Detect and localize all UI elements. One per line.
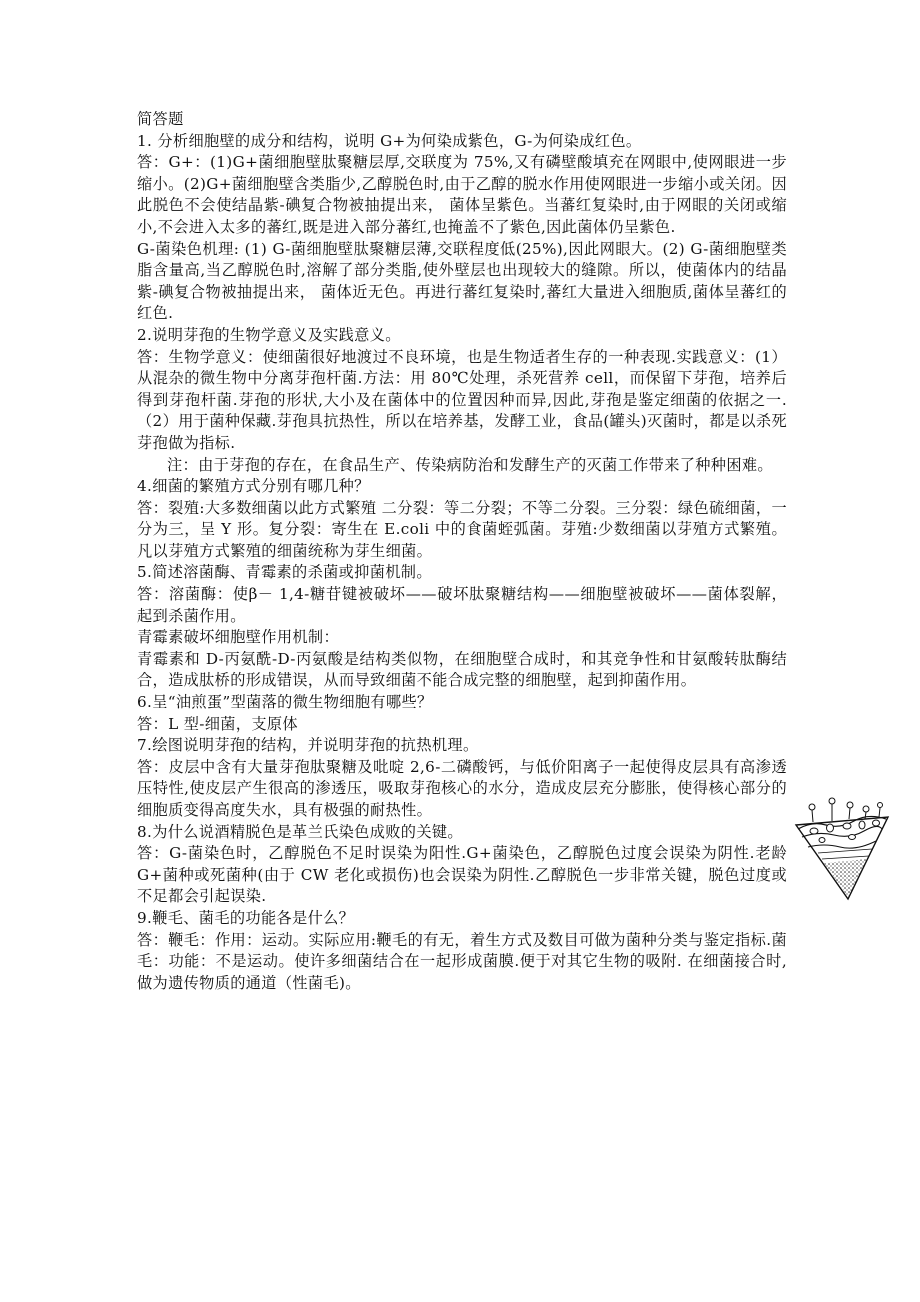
answer-9: 答：鞭毛：作用：运动。实际应用:鞭毛的有无，着生方式及数目可做为菌种分类与鉴定指标.菌毛：功能：不是运动。使许多细菌结合在一起形成菌膜.便于对其它生物的吸附. 在细菌接合时,做为遗传物质的通道（性菌毛)。	[137, 930, 787, 992]
answer-4: 答：裂殖:大多数细菌以此方式繁殖 二分裂：等二分裂；不等二分裂。三分裂：绿色硫细菌，一分为三，呈 Y 形。复分裂：寄生在 E.coli 中的食菌蛭弧菌。芽殖:少数细菌以芽殖方式繁殖。凡以芽殖方式繁殖的细菌统称为芽生细菌。	[137, 498, 787, 560]
stippled-core	[824, 859, 868, 897]
answer-5-penicillin-heading: 青霉素破坏细胞壁作用机制：	[137, 628, 339, 647]
question-5: 5.简述溶菌酶、青霉素的杀菌或抑菌机制。	[137, 563, 432, 582]
question-2: 2.说明芽孢的生物学意义及实践意义。	[137, 325, 401, 344]
question-7: 7.绘图说明芽孢的结构，并说明芽孢的抗热机理。	[137, 736, 479, 755]
inner-layer	[808, 841, 876, 848]
question-9: 9.鞭毛、菌毛的功能各是什么？	[137, 908, 355, 927]
answer-5-lysozyme: 答：溶菌酶：使β－ 1,4-糖苷键被破坏——破坏肽聚糖结构——细胞壁被破坏——菌体裂解，起到杀菌作用。	[137, 585, 787, 625]
question-8: 8.为什么说酒精脱色是革兰氏染色成败的关键。	[137, 822, 463, 841]
answer-6: 答：L 型-细菌，支原体	[137, 714, 298, 733]
answer-5-penicillin: 青霉素和 D-丙氨酰-D-丙氨酸是结构类似物，在细胞壁合成时，和其竞争性和甘氨酸转肽酶结合，造成肽桥的形成错误，从而导致细菌不能合成完整的细胞壁，起到抑菌作用。	[137, 649, 787, 690]
question-1: 1. 分析细胞壁的成分和结构，说明 G+为何染成紫色，G-为何染成红色。	[137, 131, 642, 150]
core-hatching	[818, 849, 872, 859]
cell-wall-cone-diagram	[792, 795, 892, 903]
answer-1-gram-negative: G-菌染色机理: (1) G-菌细胞壁肽聚糖层薄,交联程度低(25%),因此网眼大。(2) G-菌细胞壁类脂含量高,当乙醇脱色时,溶解了部分类脂,使外壁层也出现较大的缝隙。所以，使菌体内的结晶紫-碘复合物被抽提出来， 菌体近无色。再进行蕃红复染时,蕃红大量进入细胞质,菌体呈蕃红的红色.	[137, 239, 787, 323]
document-body	[137, 109, 787, 994]
answer-8: 答：G-菌染色时，乙醇脱色不足时误染为阳性.G+菌染色，乙醇脱色过度会误染为阴性.老龄 G+菌种或死菌种(由于 CW 老化或损伤)也会误染为阴性.乙醇脱色一步非常关键，脱色过度或不足都会引起误染.	[137, 844, 787, 906]
answer-7: 答：皮层中含有大量芽孢肽聚糖及吡啶 2,6-二磷酸钙，与低价阳离子一起使得皮层具有高渗透压特性,使皮层产生很高的渗透压，吸取芽孢核心的水分，造成皮层充分膨胀，使得核心部分的细胞质变得高度失水，具有极强的耐热性。	[137, 757, 787, 819]
answer-1-gram-positive: 答：G+：(1)G+菌细胞壁肽聚糖层厚,交联度为 75%,又有磷壁酸填充在网眼中,使网眼进一步缩小。(2)G+菌细胞壁含类脂少,乙醇脱色时,由于乙醇的脱水作用使网眼进一步缩小或关闭。因此脱色不会使结晶紫-碘复合物被抽提出来， 菌体呈紫色。当蕃红复染时,由于网眼的关闭或缩小,不会进入太多的蕃红,既是进入部分蕃红,也掩盖不了紫色,因此菌体仍呈紫色.	[137, 153, 787, 236]
section-heading: 简答题	[137, 110, 184, 128]
answer-2-note: 注：由于芽孢的存在，在食品生产、传染病防治和发酵生产的灭菌工作带来了种种困难。	[167, 455, 773, 474]
question-4: 4.细菌的繁殖方式分别有哪几种？	[137, 477, 370, 496]
question-6: 6.呈“油煎蛋”型菌落的微生物细胞有哪些？	[137, 693, 433, 712]
answer-2: 答：生物学意义：使细菌很好地渡过不良环境，也是生物适者生存的一种表现.实践意义：(1）从混杂的微生物中分离芽孢杆菌.方法：用 80℃处理，杀死营养 cell，而保留下芽孢，培养后得到芽孢杆菌.芽孢的形状,大小及在菌体中的位置因种而异,因此,芽孢是鉴定细菌的依据之一.（2）用于菌种保藏.芽孢具抗热性，所以在培养基，发酵工业，食品(罐头)灭菌时，都是以杀死芽孢做为指标.	[137, 347, 787, 452]
